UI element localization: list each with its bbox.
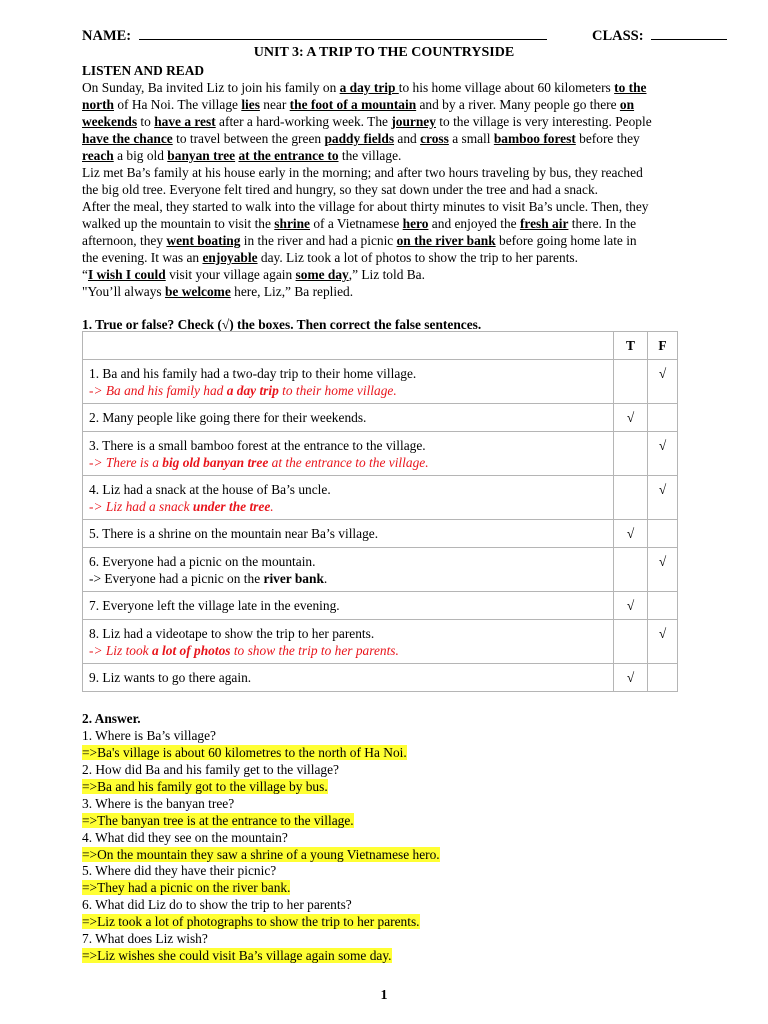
name-label: NAME: (82, 28, 132, 44)
statement: 9. Liz wants to go there again. (89, 670, 252, 685)
checkmark-icon: √ (658, 438, 667, 453)
reading-line-5: reach a big old banyan tree at the entrance to the village. (82, 148, 402, 163)
exercise2-title: 2. Answer. (82, 711, 141, 726)
table-row (83, 520, 678, 548)
statement: 3. There is a small bamboo forest at the entrance to the village. (89, 437, 426, 453)
reading-line-2: north of Ha Noi. The village lies near the foot of a mountain and by a river. Many people go there on (82, 97, 635, 112)
name-line (82, 27, 547, 45)
statement: 8. Liz had a videotape to show the trip to her parents. (89, 625, 375, 641)
false-box[interactable] (648, 360, 678, 404)
checkmark-icon: √ (626, 598, 635, 613)
question: 3. Where is the banyan tree? (82, 796, 235, 811)
reading-line-13: "You’ll always be welcome here, Liz,” Ba replied. (82, 284, 354, 299)
question: 2. How did Ba and his family get to the village? (82, 762, 339, 777)
checkmark-icon: √ (626, 410, 635, 425)
table-row (83, 432, 678, 476)
statement: 1. Ba and his family had a two-day trip to their home village. (89, 365, 417, 381)
class-label: CLASS: (592, 28, 644, 44)
false-box[interactable] (648, 620, 678, 664)
true-box[interactable] (614, 592, 648, 620)
answer: =>Ba's village is about 60 kilometres to the north of Ha Noi. (82, 745, 407, 760)
table-row (83, 592, 678, 620)
true-box[interactable] (614, 404, 648, 432)
unit-title: UNIT 3: A TRIP TO THE COUNTRYSIDE (253, 45, 515, 60)
correction: -> Everyone had a picnic on the river bank. (89, 570, 328, 586)
statement: 2. Many people like going there for their weekends. (89, 410, 367, 425)
page-number: 1 (380, 988, 388, 1003)
header-t: T (614, 332, 648, 360)
table-row (83, 404, 678, 432)
reading-line-3: weekends to have a rest after a hard-working week. The journey to the village is very interesting. People (82, 114, 652, 129)
reading-line-8: After the meal, they started to walk into the village for about thirty minutes to visit Ba’s uncle. Then, they (82, 199, 649, 214)
statement: 5. There is a shrine on the mountain near Ba’s village. (89, 526, 379, 541)
false-box[interactable] (648, 592, 678, 620)
question: 6. What did Liz do to show the trip to her parents? (82, 897, 352, 912)
reading-line-10: afternoon, they went boating in the river and had a picnic on the river bank before going home late in (82, 233, 637, 248)
question: 4. What did they see on the mountain? (82, 830, 288, 845)
true-box[interactable] (614, 548, 648, 592)
header-f: F (648, 332, 678, 360)
correction: -> Liz took a lot of photos to show the trip to her parents. (89, 642, 399, 658)
answer: =>Liz wishes she could visit Ba’s village again some day. (82, 948, 392, 963)
true-box[interactable] (614, 360, 648, 404)
false-box[interactable] (648, 432, 678, 476)
table-row (83, 548, 678, 592)
true-box[interactable] (614, 520, 648, 548)
table-header-row (83, 332, 678, 360)
correction: -> There is a big old banyan tree at the entrance to the village. (89, 454, 429, 470)
exercise1-title: 1. True or false? Check (√) the boxes. Then correct the false sentences. (82, 317, 482, 332)
true-false-table (82, 331, 678, 692)
checkmark-icon: √ (658, 554, 667, 569)
correction: -> Ba and his family had a day trip to their home village. (89, 382, 397, 398)
table-row (83, 360, 678, 404)
checkmark-icon: √ (658, 626, 667, 641)
statement: 6. Everyone had a picnic on the mountain. (89, 553, 316, 569)
checkmark-icon: √ (658, 482, 667, 497)
reading-line-12: “I wish I could visit your village again some day,” Liz told Ba. (82, 267, 425, 282)
table-row (83, 476, 678, 520)
class-line (592, 27, 727, 45)
false-box[interactable] (648, 664, 678, 692)
statement: 7. Everyone left the village late in the evening. (89, 598, 340, 613)
header-blank-cell (83, 332, 614, 360)
answer: =>The banyan tree is at the entrance to the village. (82, 813, 354, 828)
table-row (83, 664, 678, 692)
question: 7. What does Liz wish? (82, 931, 208, 946)
reading-line-4: have the chance to travel between the green paddy fields and cross a small bamboo forest before they (82, 131, 640, 146)
true-box[interactable] (614, 620, 648, 664)
name-blank[interactable] (139, 27, 547, 40)
false-box[interactable] (648, 404, 678, 432)
true-box[interactable] (614, 432, 648, 476)
question: 1. Where is Ba’s village? (82, 728, 216, 743)
correction: -> Liz had a snack under the tree. (89, 498, 274, 514)
reading-line-7: the big old tree. Everyone felt tired and hungry, so they sat down under the tree and had a snack. (82, 182, 598, 197)
table-row (83, 620, 678, 664)
false-box[interactable] (648, 476, 678, 520)
false-box[interactable] (648, 520, 678, 548)
answer: =>They had a picnic on the river bank. (82, 880, 291, 895)
answer: =>On the mountain they saw a shrine of a young Vietnamese hero. (82, 847, 440, 862)
true-box[interactable] (614, 664, 648, 692)
class-blank[interactable] (651, 27, 727, 40)
reading-line-11: the evening. It was an enjoyable day. Liz took a lot of photos to show the trip to her parents. (82, 250, 578, 265)
checkmark-icon: √ (626, 526, 635, 541)
answer: =>Liz took a lot of photographs to show the trip to her parents. (82, 914, 420, 929)
answer: =>Ba and his family got to the village by bus. (82, 779, 328, 794)
question: 5. Where did they have their picnic? (82, 863, 277, 878)
reading-line-1: On Sunday, Ba invited Liz to join his family on a day trip to his home village about 60 kilometers to the (82, 80, 647, 95)
true-box[interactable] (614, 476, 648, 520)
reading-heading: LISTEN AND READ (82, 63, 205, 78)
checkmark-icon: √ (626, 670, 635, 685)
statement: 4. Liz had a snack at the house of Ba’s uncle. (89, 481, 331, 497)
reading-line-6: Liz met Ba’s family at his house early in the morning; and after two hours traveling by bus, they reached (82, 165, 643, 180)
false-box[interactable] (648, 548, 678, 592)
checkmark-icon: √ (658, 366, 667, 381)
reading-line-9: walked up the mountain to visit the shrine of a Vietnamese hero and enjoyed the fresh air there. In the (82, 216, 637, 231)
